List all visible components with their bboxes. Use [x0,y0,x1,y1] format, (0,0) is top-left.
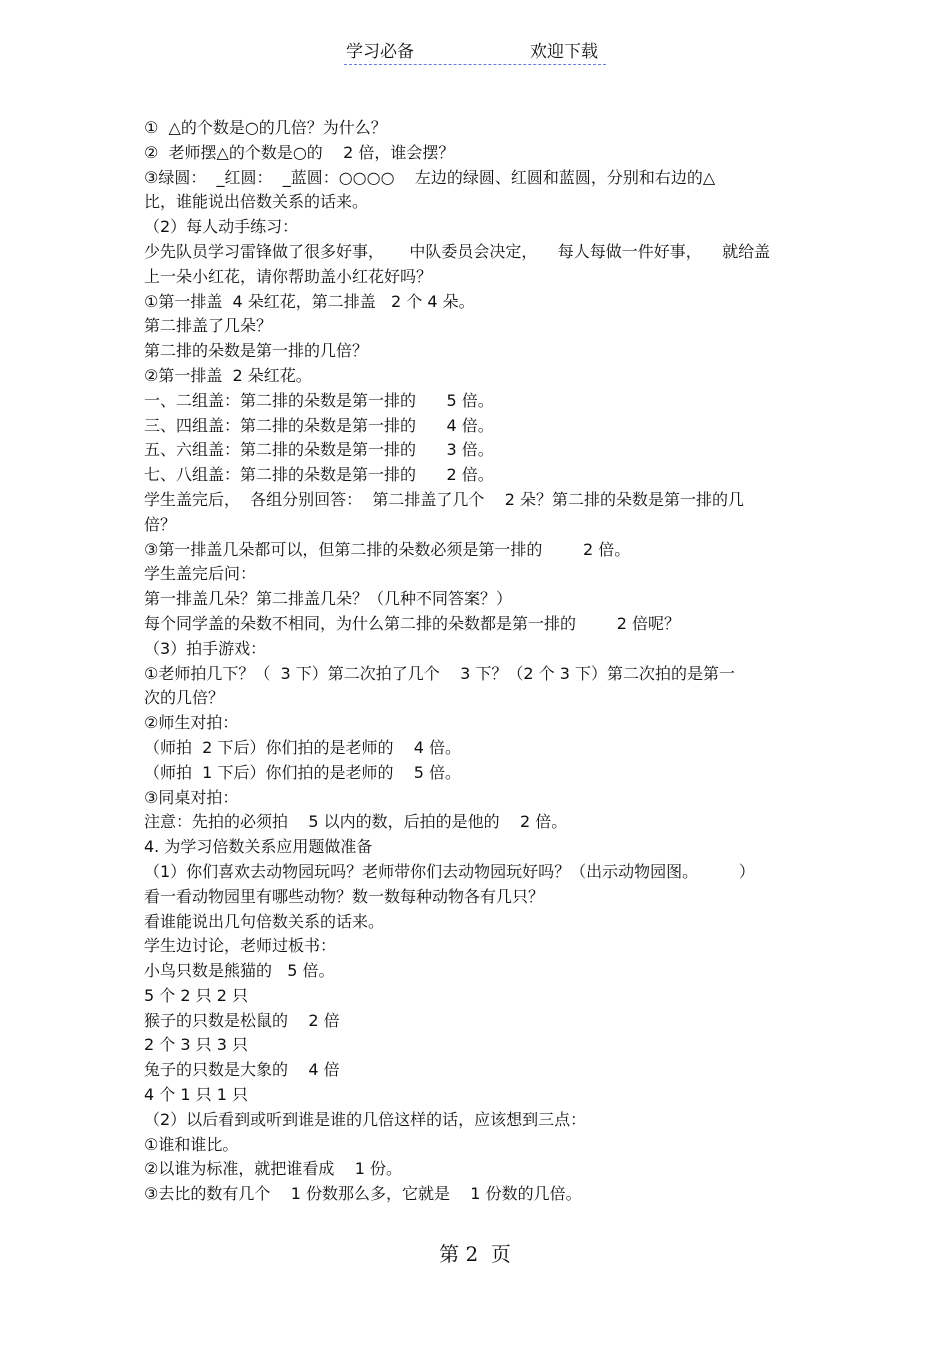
text-line: 第一排盖几朵？第二排盖几朵？（几种不同答案？） [144,589,513,609]
text-line: 2 个 3 只 3 只 [144,1035,248,1055]
text-line: 三、四组盖：第二排的朵数是第一排的 4 倍。 [144,415,494,435]
text-line: 注意：先拍的必须拍 5 以内的数，后拍的是他的 2 倍。 [144,812,568,832]
text-line: 比，谁能说出倍数关系的话来。 [144,192,369,212]
text-line: 五、六组盖：第二排的朵数是第一排的 3 倍。 [144,440,494,460]
text-line: 倍？ [144,514,177,534]
text-line: （2）每人动手练习： [144,217,299,237]
header-right-text: 欢迎下载 [530,42,598,62]
text-line: （2）以后看到或听到谁是谁的几倍这样的话，应该想到三点： [144,1109,587,1129]
text-line: ③第一排盖几朵都可以，但第二排的朵数必须是第一排的 2 倍。 [144,539,631,559]
text-line: 一、二组盖：第二排的朵数是第一排的 5 倍。 [144,390,494,410]
text-line: ②以谁为标准，就把谁看成 1 份。 [144,1159,402,1179]
document-body [144,116,816,1207]
text-line: 学生盖完后， 各组分别回答： 第二排盖了几个 2 朵？第二排的朵数是第一排的几 [144,489,744,509]
text-line: 上一朵小红花，请你帮助盖小红花好吗？ [144,266,433,286]
text-line: ①老师拍几下？（ 3 下）第二次拍了几个 3 下？（2 个 3 下）第二次拍的是第一 [144,663,736,683]
text-line: （师拍 2 下后）你们拍的是老师的 4 倍。 [144,737,462,757]
text-line: ②师生对拍： [144,713,239,733]
text-line: （1）你们喜欢去动物园玩吗？老师带你们去动物园玩好吗？（出示动物园图。 ） [144,861,755,881]
text-line: ③去比的数有几个 1 份数那么多，它就是 1 份数的几倍。 [144,1184,582,1204]
text-line: 猴子的只数是松鼠的 2 倍 [144,1010,340,1030]
header-dashed-rule [344,64,606,65]
text-line: 看一看动物园里有哪些动物？数一数每种动物各有几只？ [144,886,545,906]
header-left-text: 学习必备 [346,42,414,62]
text-line: 4 个 1 只 1 只 [144,1085,248,1105]
text-line: 学生边讨论，老师过板书： [144,936,337,956]
text-line: 看谁能说出几句倍数关系的话来。 [144,911,385,931]
text-line: ①谁和谁比。 [144,1134,239,1154]
text-line: 第二排的朵数是第一排的几倍？ [144,341,369,361]
text-line: ② 老师摆△的个数是○的 2 倍，谁会摆？ [144,142,455,162]
text-line: 第二排盖了几朵？ [144,316,273,336]
text-line: ① △的个数是○的几倍？为什么？ [144,118,387,137]
text-line: ③同桌对拍： [144,787,239,807]
text-line: 次的几倍？ [144,688,225,708]
text-line: 少先队员学习雷锋做了很多好事， 中队委员会决定， 每人每做一件好事， 就给盖 [144,241,771,261]
text-line: 兔子的只数是大象的 4 倍 [144,1060,340,1080]
text-line: ①第一排盖 4 朵红花，第二排盖 2 个 4 朵。 [144,291,475,311]
text-line: 七、八组盖：第二排的朵数是第一排的 2 倍。 [144,465,494,485]
text-line: （3）拍手游戏： [144,638,267,658]
text-line: 学生盖完后问： [144,564,257,584]
text-line: 每个同学盖的朵数不相同，为什么第二排的朵数都是第一排的 2 倍呢？ [144,613,680,633]
text-line: ③绿圆： _红圆： _蓝圆：○○○○ 左边的绿圆、红圆和蓝圆，分别和右边的△ [144,167,716,187]
text-line: 4. 为学习倍数关系应用题做准备 [144,837,373,857]
text-line: （师拍 1 下后）你们拍的是老师的 5 倍。 [144,762,462,782]
page-header [344,40,606,66]
text-line: ②第一排盖 2 朵红花。 [144,365,312,385]
text-line: 5 个 2 只 2 只 [144,985,248,1005]
page-number: 第 2 页 [439,1242,511,1266]
text-line: 小鸟只数是熊猫的 5 倍。 [144,961,335,981]
